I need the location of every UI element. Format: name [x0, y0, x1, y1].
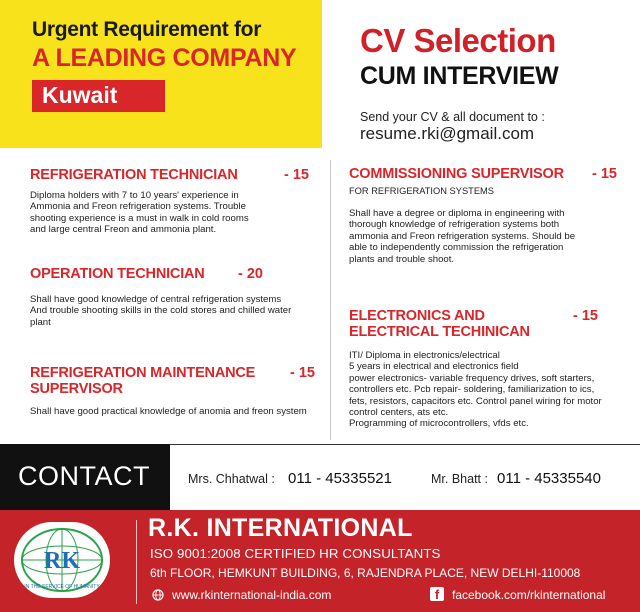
- desc-line: shooting experience is a must in walk in cold rooms: [30, 212, 249, 224]
- contact-divider: [170, 444, 640, 445]
- svg-text:IN THE SERVICE OF HUMANITY: IN THE SERVICE OF HUMANITY: [24, 584, 100, 590]
- contact-person2-phone[interactable]: 011 - 45335540: [497, 470, 601, 487]
- contact-person1-name: Mrs. Chhatwal :: [188, 472, 275, 486]
- job-title-refrigeration-maintenance-line2: SUPERVISOR: [30, 381, 123, 397]
- job-title-operation-technician: OPERATION TECHNICIAN: [30, 266, 205, 282]
- desc-line: ITI/ Diploma in electronics/electrical: [349, 350, 500, 361]
- contact-label: CONTACT: [18, 461, 150, 491]
- cv-selection-title: CV Selection: [360, 22, 556, 59]
- send-cv-text: Send your CV & all document to :: [360, 110, 545, 124]
- facebook-link[interactable]: facebook.com/rkinternational: [452, 588, 606, 602]
- job-count-electronics-technician: - 15: [573, 308, 598, 324]
- job-count-commissioning-supervisor: - 15: [592, 166, 617, 182]
- footer-iso-text: ISO 9001:2008 CERTIFIED HR CONSULTANTS: [150, 546, 441, 561]
- desc-line: control centers, ats etc.: [349, 407, 449, 419]
- globe-icon: [152, 588, 164, 600]
- svg-text:RK: RK: [44, 548, 80, 574]
- column-divider: [330, 160, 331, 440]
- desc-line: plant: [30, 316, 51, 328]
- desc-line: Diploma holders with 7 to 10 years' experience in: [30, 190, 239, 201]
- footer-divider: [136, 520, 137, 604]
- job-count-operation-technician: - 20: [238, 266, 263, 282]
- desc-line: Shall have a degree or diploma in engineering with: [349, 208, 565, 219]
- desc-line: Programming of microcontrollers, vfds etc.: [349, 418, 529, 430]
- rk-logo: [14, 522, 110, 598]
- desc-line: controllers etc. Pcb repair- soldering, familiarization to ics,: [349, 384, 595, 396]
- contact-person2-name: Mr. Bhatt :: [431, 472, 488, 486]
- desc-line: and large central Freon and ammonia plant.: [30, 224, 217, 236]
- urgent-requirement-text: Urgent Requirement for: [32, 18, 262, 41]
- desc-line: power electronics- variable frequency drives, soft starters,: [349, 372, 595, 384]
- desc-line: Ammonia and Freon refrigeration systems. Trouble: [30, 201, 246, 213]
- cum-interview-title: CUM INTERVIEW: [360, 62, 559, 90]
- facebook-icon[interactable]: f: [430, 587, 444, 601]
- desc-line: able to independently commission the refrigeration: [349, 242, 564, 254]
- job-desc-refrigeration-maintenance: [30, 406, 330, 417]
- job-title-electronics-technician-line2: ELECTRICAL TECHINICAN: [349, 324, 530, 340]
- email-link[interactable]: resume.rki@gmail.com: [360, 124, 535, 143]
- job-title-refrigeration-technician: REFRIGERATION TECHNICIAN: [30, 167, 238, 183]
- desc-line: And trouble shooting skills in the cold stores and chilled water: [30, 305, 292, 317]
- rk-logo-graphic: [14, 522, 110, 598]
- location-label: Kuwait: [42, 82, 118, 108]
- job-desc-electronics-technician: [349, 350, 634, 430]
- job-desc-operation-technician: [30, 294, 322, 328]
- desc-line: Shall have good practical knowledge of anomia and freon system: [30, 406, 307, 417]
- desc-line: Shall have good knowledge of central refrigeration systems: [30, 294, 282, 305]
- contact-person1-phone[interactable]: 011 - 45335521: [288, 470, 392, 487]
- desc-line: thorough knowledge of refrigeration systems both: [349, 219, 560, 231]
- job-title-electronics-technician: ELECTRONICS AND: [349, 308, 485, 324]
- job-desc-refrigeration-technician: [30, 190, 322, 236]
- website-link[interactable]: www.rkinternational-india.com: [172, 588, 332, 602]
- desc-line: ammonia and Freon refrigeration systems. Should be: [349, 230, 576, 242]
- desc-line: plants and trouble shoot.: [349, 253, 455, 265]
- job-count-refrigeration-technician: - 15: [284, 167, 309, 183]
- job-subtitle-commissioning-supervisor: FOR REFRIGERATION SYSTEMS: [349, 186, 494, 196]
- desc-line: 5 years in electrical and electronics field: [349, 361, 519, 373]
- desc-line: fets, resistors, capacitors etc. Control panel wiring for motor: [349, 395, 602, 407]
- job-title-refrigeration-maintenance: REFRIGERATION MAINTENANCE: [30, 365, 256, 381]
- job-title-commissioning-supervisor: COMMISSIONING SUPERVISOR: [349, 166, 564, 182]
- job-desc-commissioning-supervisor: [349, 208, 629, 265]
- footer-company-name: R.K. INTERNATIONAL: [148, 514, 413, 542]
- footer-address: 6th FLOOR, HEMKUNT BUILDING, 6, RAJENDRA PLACE, NEW DELHI-110008: [150, 566, 581, 580]
- company-heading: A LEADING COMPANY: [32, 44, 297, 72]
- job-count-refrigeration-maintenance: - 15: [290, 365, 315, 381]
